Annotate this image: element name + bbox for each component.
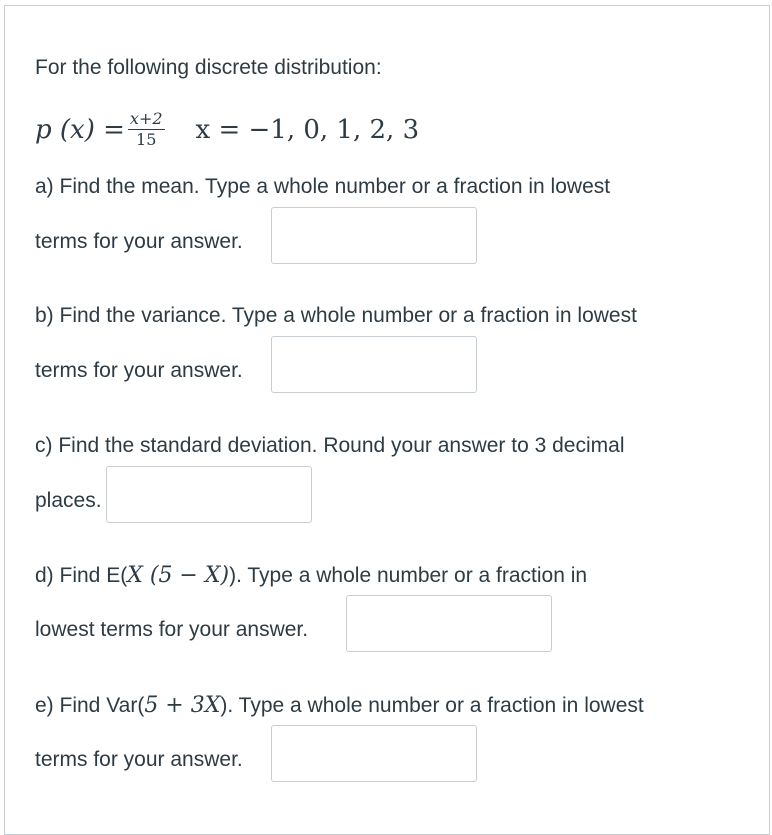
answer-input-e[interactable] [271,725,477,782]
question-d-suffix: ). Type a whole number or a fraction in [229,564,588,587]
intro-text: For the following discrete distribution: [35,56,382,79]
question-d-math: X (5 − X) [127,563,230,588]
question-c-text-cont: places. [35,489,102,512]
question-e-math: 5 + 3X [144,693,221,718]
question-a-text: a) Find the mean. Type a whole number or a fraction in lowest [35,175,611,198]
formula-fraction [128,108,165,149]
question-e-text [35,693,644,718]
answer-input-a[interactable] [271,207,477,264]
answer-input-c[interactable] [106,466,312,523]
question-c-text: c) Find the standard deviation. Round your answer to 3 decimal [35,434,625,457]
question-e-text-cont: terms for your answer. [35,748,243,771]
answer-input-d[interactable] [346,595,552,652]
question-e-suffix: ). Type a whole number or a fraction in lowest [220,694,644,717]
question-d-text [35,563,587,588]
formula-lhs: p (x) = [35,115,125,145]
question-e-prefix: e) Find Var( [35,694,145,717]
question-d-text-cont: lowest terms for your answer. [35,618,309,641]
distribution-formula [35,104,419,156]
formula-domain: x = −1, 0, 1, 2, 3 [195,115,420,145]
answer-input-b[interactable] [271,336,477,393]
formula-denominator: 15 [136,129,157,149]
question-d-prefix: d) Find E( [35,564,128,587]
question-b-text-cont: terms for your answer. [35,359,243,382]
question-a-text-cont: terms for your answer. [35,230,243,253]
formula-numerator: x+2 [129,108,163,128]
question-b-text: b) Find the variance. Type a whole number or a fraction in lowest [35,304,637,327]
